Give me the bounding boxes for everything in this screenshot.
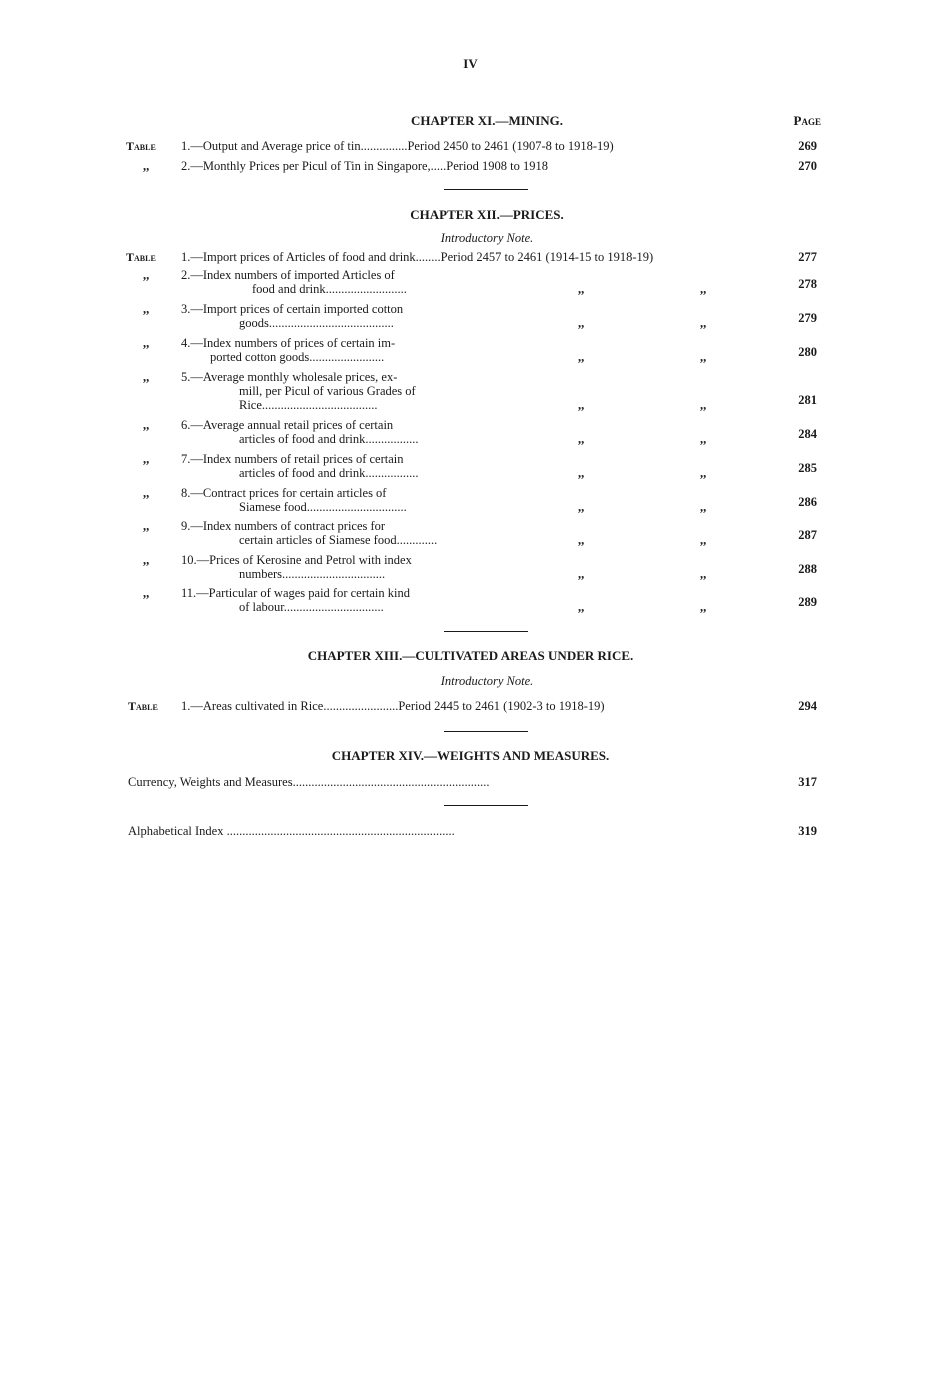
toc-entry-text: 10.—Prices of Kerosine and Petrol with index bbox=[181, 553, 412, 567]
ditto-mark: ,, bbox=[700, 316, 707, 330]
ditto-mark: ,, bbox=[143, 586, 150, 600]
toc-entry-text: 1.—Areas cultivated in Rice........................Period 2445 to 2461 (1902-3 to 1918-19) bbox=[181, 699, 605, 713]
toc-page-number: 280 bbox=[798, 345, 817, 359]
ditto-mark: ,, bbox=[578, 600, 585, 614]
section-divider bbox=[444, 731, 528, 732]
ditto-mark: ,, bbox=[700, 567, 707, 581]
toc-entry-text: 1.—Output and Average price of tin...............Period 2450 to 2461 (1907-8 to 1918-19) bbox=[181, 139, 614, 153]
toc-entry-text: 6.—Average annual retail prices of certain bbox=[181, 418, 394, 432]
ditto-mark: ,, bbox=[578, 500, 585, 514]
introductory-note: Introductory Note. bbox=[440, 231, 534, 245]
toc-entry-text: 3.—Import prices of certain imported cotton bbox=[181, 302, 404, 316]
ditto-mark: ,, bbox=[143, 370, 150, 384]
toc-page-number: 284 bbox=[798, 427, 817, 441]
toc-entry-text: 9.—Index numbers of contract prices for bbox=[181, 519, 386, 533]
table-label: Table bbox=[126, 139, 156, 153]
alphabetical-index-entry: Alphabetical Index ......................................................................... bbox=[128, 824, 455, 838]
ditto-mark: ,, bbox=[578, 533, 585, 547]
toc-entry-text: Currency, Weights and Measures............................................................... bbox=[128, 775, 490, 789]
section-divider bbox=[444, 631, 528, 632]
ditto-mark: ,, bbox=[143, 268, 150, 282]
introductory-note: Introductory Note. bbox=[440, 674, 534, 688]
ditto-mark: ,, bbox=[700, 432, 707, 446]
ditto-mark: ,, bbox=[143, 486, 150, 500]
toc-page-number: 286 bbox=[798, 495, 817, 509]
toc-entry-text: articles of food and drink................. bbox=[239, 432, 419, 446]
chapter-13-title: CHAPTER XIII.—CULTIVATED AREAS UNDER RICE. bbox=[307, 648, 634, 663]
toc-entry-text: Rice..................................... bbox=[239, 398, 378, 412]
toc-page-number: 281 bbox=[798, 393, 817, 407]
ditto-mark: ,, bbox=[143, 302, 150, 316]
ditto-mark: ,, bbox=[143, 336, 150, 350]
ditto-mark: ,, bbox=[578, 432, 585, 446]
ditto-mark: ,, bbox=[143, 519, 150, 533]
toc-entry-text: articles of food and drink................. bbox=[239, 466, 419, 480]
toc-entry-text: 4.—Index numbers of prices of certain im- bbox=[181, 336, 396, 350]
page-column-header: Page bbox=[793, 113, 821, 128]
toc-page-number: 294 bbox=[798, 699, 817, 713]
toc-entry-text: 11.—Particular of wages paid for certain kind bbox=[181, 586, 410, 600]
ditto-mark: ,, bbox=[700, 533, 707, 547]
ditto-mark: ,, bbox=[578, 316, 585, 330]
ditto-mark: ,, bbox=[578, 567, 585, 581]
toc-entry-text: numbers................................. bbox=[239, 567, 386, 581]
section-divider bbox=[444, 805, 528, 806]
ditto-mark: ,, bbox=[700, 398, 707, 412]
toc-entry-text: certain articles of Siamese food............. bbox=[239, 533, 438, 547]
toc-page-number: 285 bbox=[798, 461, 817, 475]
ditto-mark: ,, bbox=[700, 350, 707, 364]
toc-page-number: 287 bbox=[798, 528, 817, 542]
toc-entry-text: 2.—Index numbers of imported Articles of bbox=[181, 268, 395, 282]
toc-page-number: 277 bbox=[798, 250, 817, 264]
toc-entry-text: food and drink.......................... bbox=[252, 282, 407, 296]
ditto-mark: ,, bbox=[700, 600, 707, 614]
ditto-mark: ,, bbox=[578, 282, 585, 296]
ditto-mark: ,, bbox=[700, 466, 707, 480]
toc-entry-text: Siamese food................................ bbox=[239, 500, 407, 514]
toc-entry-text: 2.—Monthly Prices per Picul of Tin in Singapore,.....Period 1908 to 1918 bbox=[181, 159, 549, 173]
chapter-12-title: CHAPTER XII.—PRICES. bbox=[410, 207, 564, 222]
section-divider bbox=[444, 189, 528, 190]
ditto-mark: ,, bbox=[143, 452, 150, 466]
ditto-mark: ,, bbox=[700, 500, 707, 514]
ditto-mark: ,, bbox=[700, 282, 707, 296]
toc-page-number: 270 bbox=[798, 159, 817, 173]
toc-entry-text: 7.—Index numbers of retail prices of certain bbox=[181, 452, 404, 466]
toc-entry-text: goods........................................ bbox=[239, 316, 394, 330]
toc-page-number: 288 bbox=[798, 562, 817, 576]
toc-page-number: 319 bbox=[798, 824, 817, 838]
toc-entry-text: of labour................................ bbox=[239, 600, 384, 614]
toc-page-number: 317 bbox=[798, 775, 817, 789]
toc-entry-text: 5.—Average monthly wholesale prices, ex- bbox=[181, 370, 398, 384]
ditto-mark: ,, bbox=[143, 159, 150, 173]
chapter-14-title: CHAPTER XIV.—WEIGHTS AND MEASURES. bbox=[331, 748, 610, 763]
toc-page-number: 279 bbox=[798, 311, 817, 325]
toc-entry-text: ported cotton goods........................ bbox=[210, 350, 385, 364]
ditto-mark: ,, bbox=[143, 553, 150, 567]
ditto-mark: ,, bbox=[143, 418, 150, 432]
toc-page-number: 278 bbox=[798, 277, 817, 291]
table-label: Table bbox=[126, 250, 156, 264]
toc-entry-text: 1.—Import prices of Articles of food and drink........Period 2457 to 2461 (1914-15 to 1918-19) bbox=[181, 250, 654, 264]
ditto-mark: ,, bbox=[578, 466, 585, 480]
ditto-mark: ,, bbox=[578, 350, 585, 364]
toc-entry-text: mill, per Picul of various Grades of bbox=[239, 384, 416, 398]
table-label: Table bbox=[128, 699, 158, 713]
page-number: IV bbox=[463, 56, 478, 71]
chapter-11-title: CHAPTER XI.—MINING. bbox=[410, 113, 564, 128]
toc-entry-text: 8.—Contract prices for certain articles of bbox=[181, 486, 387, 500]
ditto-mark: ,, bbox=[578, 398, 585, 412]
toc-page-number: 269 bbox=[798, 139, 817, 153]
toc-page-number: 289 bbox=[798, 595, 817, 609]
